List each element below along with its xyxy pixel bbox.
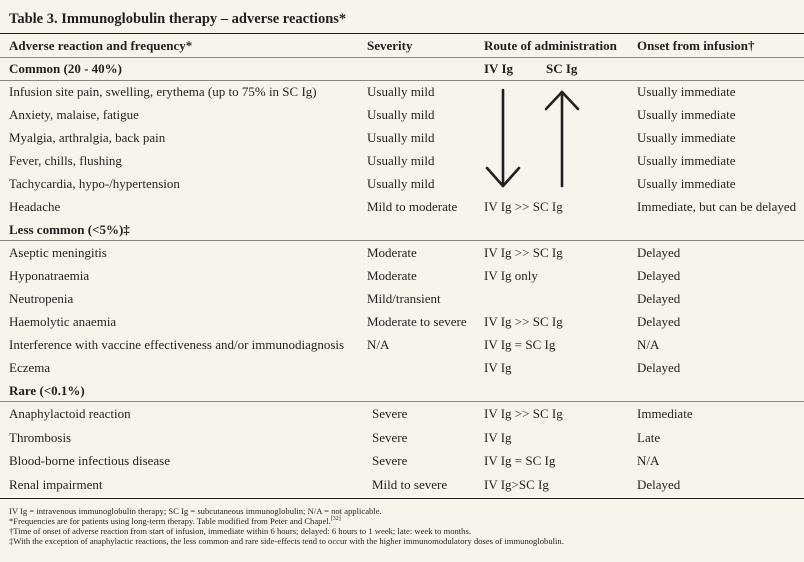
- onset-cell: Delayed: [637, 314, 681, 329]
- footnote-dagger: †Time of onset of adverse reaction from start of infusion, immediate within 6 hours; delayed: 6 hours to 1 week; late: week to months.: [9, 526, 471, 536]
- reaction-cell: Blood-borne infectious disease: [9, 453, 171, 469]
- reaction-cell: Renal impairment: [9, 476, 103, 492]
- route-cell: IV Ig: [484, 429, 512, 445]
- onset-cell: Delayed: [637, 360, 681, 375]
- onset-cell: Usually immediate: [637, 84, 736, 99]
- onset-cell: Usually immediate: [637, 153, 736, 168]
- header-reaction: Adverse reaction and frequency*: [9, 38, 193, 53]
- onset-cell: Immediate, but can be delayed: [637, 199, 797, 214]
- route-cell: IV Ig>SC Ig: [484, 476, 549, 492]
- route-cell: IV Ig = SC Ig: [484, 337, 556, 352]
- onset-cell: N/A: [637, 337, 660, 352]
- severity-cell: Moderate to severe: [367, 314, 467, 329]
- severity-cell: Usually mild: [367, 130, 435, 145]
- onset-cell: Usually immediate: [637, 130, 736, 145]
- section-less-common: Less common (<5%)‡: [9, 222, 130, 237]
- reaction-cell: Infusion site pain, swelling, erythema (up to 75% in SC Ig): [9, 84, 317, 99]
- onset-cell: Delayed: [637, 476, 681, 492]
- header-route: Route of administration: [484, 38, 617, 53]
- route-cell: IV Ig = SC Ig: [484, 453, 556, 469]
- reaction-cell: Anxiety, malaise, fatigue: [9, 107, 139, 122]
- route-cell: IV Ig only: [484, 268, 538, 283]
- severity-cell: Usually mild: [367, 107, 435, 122]
- down-arrow-icon: [487, 90, 519, 186]
- footnote-abbrev: IV Ig = intravenous immunoglobulin therapy; SC Ig = subcutaneous immunoglobulin; N/A = not applicable.: [9, 506, 382, 516]
- onset-cell: Usually immediate: [637, 107, 736, 122]
- header-onset: Onset from infusion†: [637, 38, 755, 53]
- onset-cell: Late: [637, 429, 661, 445]
- route-cell: IV Ig >> SC Ig: [484, 406, 563, 421]
- route-cell: IV Ig >> SC Ig: [484, 314, 563, 329]
- reaction-cell: Anaphylactoid reaction: [9, 406, 131, 421]
- route-cell: IV Ig >> SC Ig: [484, 245, 563, 260]
- severity-cell: N/A: [367, 337, 390, 352]
- reaction-cell: Aseptic meningitis: [9, 245, 107, 260]
- footnote-ddagger: ‡With the exception of anaphylactic reactions, the less common and rare side-effects tend to occur with the higher immunomodulatory doses of immunoglobulin.: [9, 536, 564, 546]
- severity-cell: Mild to severe: [372, 476, 448, 492]
- reaction-cell: Interference with vaccine effectiveness and/or immunodiagnosis: [9, 337, 345, 352]
- onset-cell: Delayed: [637, 268, 681, 283]
- severity-cell: Severe: [372, 453, 408, 469]
- severity-cell: Moderate: [367, 245, 417, 260]
- reaction-cell: Tachycardia, hypo-/hypertension: [9, 176, 180, 191]
- table-title: Table 3. Immunoglobulin therapy – adverse reactions*: [9, 11, 347, 27]
- onset-cell: N/A: [637, 453, 660, 469]
- severity-cell: Moderate: [367, 268, 417, 283]
- onset-cell: Delayed: [637, 245, 681, 260]
- route-cell: IV Ig >> SC Ig: [484, 199, 563, 214]
- reaction-cell: Haemolytic anaemia: [9, 314, 117, 329]
- route-cell: IV Ig: [484, 360, 512, 375]
- severity-cell: Usually mild: [367, 176, 435, 191]
- onset-cell: Delayed: [637, 291, 681, 306]
- route-iv-label: IV Ig: [484, 61, 514, 76]
- reaction-cell: Hyponatraemia: [9, 268, 90, 283]
- reaction-cell: Fever, chills, flushing: [9, 153, 122, 168]
- reaction-cell: Headache: [9, 199, 61, 214]
- reaction-cell: Myalgia, arthralgia, back pain: [9, 130, 166, 145]
- route-sc-label: SC Ig: [546, 61, 578, 76]
- footnote-star-text: *Frequencies are for patients using long-term therapy. Table modified from Peter and Chapel.: [9, 516, 331, 526]
- section-rare: Rare (<0.1%): [9, 383, 85, 398]
- onset-cell: Usually immediate: [637, 176, 736, 191]
- header-severity: Severity: [367, 38, 413, 53]
- severity-cell: Severe: [372, 429, 408, 445]
- severity-cell: Mild to moderate: [367, 199, 458, 214]
- severity-cell: Usually mild: [367, 84, 435, 99]
- reaction-cell: Eczema: [9, 360, 51, 375]
- reaction-cell: Neutropenia: [9, 291, 74, 306]
- up-arrow-icon: [546, 92, 578, 186]
- onset-cell: Immediate: [637, 406, 693, 421]
- reaction-cell: Thrombosis: [9, 429, 72, 445]
- severity-cell: Usually mild: [367, 153, 435, 168]
- severity-cell: Mild/transient: [367, 291, 441, 306]
- footnote-star-ref: [32]: [330, 516, 341, 523]
- section-common: Common (20 - 40%): [9, 61, 123, 76]
- severity-cell: Severe: [372, 406, 408, 421]
